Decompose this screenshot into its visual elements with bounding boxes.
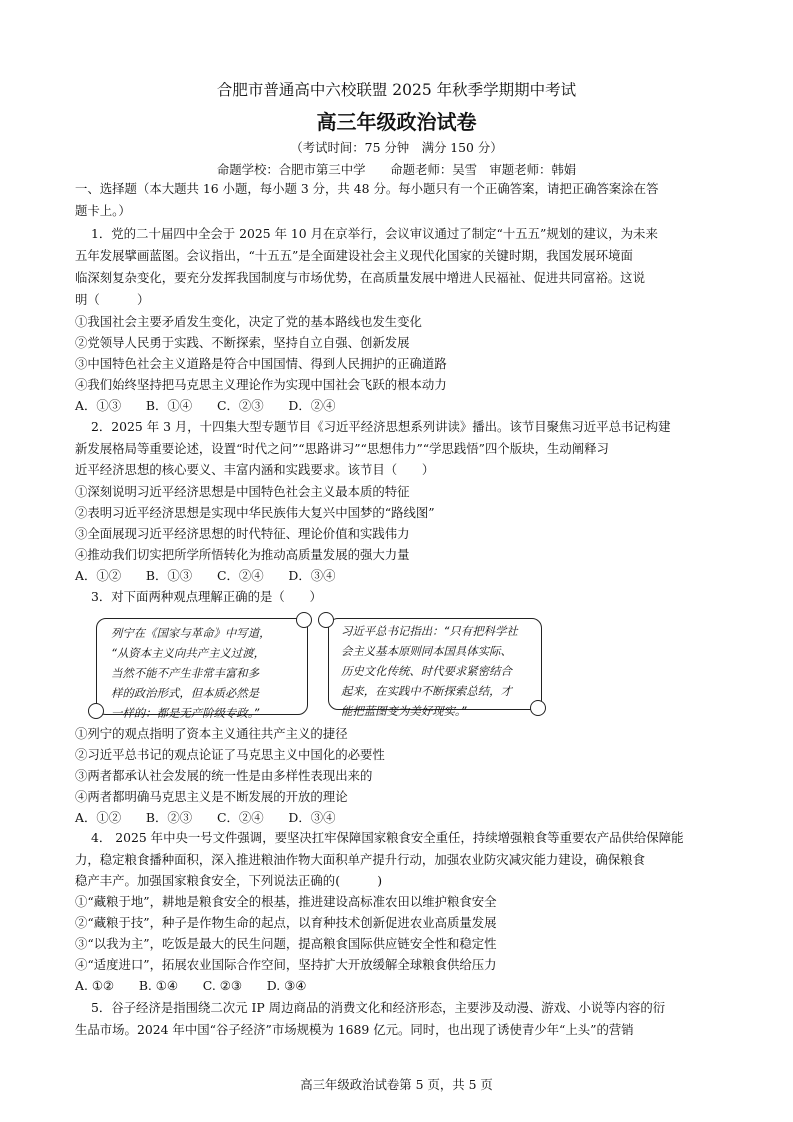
lenin-quote-box xyxy=(96,618,308,720)
question-2-option: ③全面展现习近平经济思想的时代特征、理论价值和实践伟力 xyxy=(75,526,410,541)
question-1-option: ④我们始终坚持把马克思主义理论作为实现中国社会飞跃的根本动力 xyxy=(75,377,447,392)
question-1-option: ②党领导人民勇于实践、不断探索，坚持自立自强、创新发展 xyxy=(75,335,410,350)
question-2-stem: 新发展格局等重要论述，设置“时代之问”“思路讲习”“思想伟力”“学思践悟”四个版块，生动阐释习 xyxy=(75,441,609,456)
quote-line: 会主义基本原则同本国具体实际、 xyxy=(341,644,512,658)
question-2-option: ④推动我们切实把所学所悟转化为推动高质量发展的强大力量 xyxy=(75,547,410,562)
question-2-stem: 2．2025 年 3 月，十四集大型专题节目《习近平经济思想系列讲读》播出。该节目聚焦习近平总书记构建 xyxy=(91,419,671,434)
quote-line: 历史文化传统、时代要求紧密结合 xyxy=(341,664,512,678)
question-5-stem: 生品市场。2024 年中国“谷子经济”市场规模为 1689 亿元。同时，也出现了诱使青少年“上头”的营销 xyxy=(75,1022,634,1037)
question-3-option: ①列宁的观点指明了资本主义通往共产主义的捷径 xyxy=(75,726,348,741)
question-4-option: ①“藏粮于地”，耕地是粮食安全的根基，推进建设高标准农田以维护粮食安全 xyxy=(75,894,497,909)
question-4-option: ④“适度进口”，拓展农业国际合作空间，坚持扩大开放缓解全球粮食供给压力 xyxy=(75,957,497,972)
question-2-option: ②表明习近平经济思想是实现中华民族伟大复兴中国梦的“路线图” xyxy=(75,505,435,520)
scroll-curl-icon xyxy=(318,612,334,628)
question-2-choices: A．①② B．①③ C．②④ D．③④ xyxy=(75,568,336,583)
exam-header-line: 合肥市普通高中六校联盟 2025 年秋季学期期中考试 xyxy=(216,81,577,99)
quote-line: 能把蓝图变为美好现实。” xyxy=(341,704,467,718)
question-2-option: ①深刻说明习近平经济思想是中国特色社会主义最本质的特征 xyxy=(75,484,410,499)
question-3-choices: A．①② B．②③ C．②④ D．③④ xyxy=(75,810,336,825)
quote-line: 样的政治形式，但本质必然是 xyxy=(111,686,260,700)
page-footer: 高三年级政治试卷第 5 页，共 5 页 xyxy=(300,1077,493,1092)
quote-line: 习近平总书记指出：“只有把科学社 xyxy=(341,624,518,638)
quote-line: 起来，在实践中不断探索总结，才 xyxy=(341,684,512,698)
question-3-stem: 3．对下面两种观点理解正确的是（ ） xyxy=(91,589,322,604)
question-3-option: ②习近平总书记的观点论证了马克思主义中国化的必要性 xyxy=(75,747,385,762)
question-1-stem: 明（ ） xyxy=(75,292,150,307)
question-4-stem: 4． 2025 年中央一号文件强调，要坚决扛牢保障国家粮食安全重任，持续增强粮食等重要农产品供给保障能 xyxy=(91,830,684,845)
question-3-option: ④两者都明确马克思主义是不断发展的开放的理论 xyxy=(75,789,348,804)
page-title: 高三年级政治试卷 xyxy=(316,110,477,134)
question-4-stem: 稳产丰产。加强国家粮食安全，下列说法正确的( ) xyxy=(75,873,383,888)
question-2-stem: 近平经济思想的核心要义、丰富内涵和实践要求。该节目（ ） xyxy=(75,462,435,477)
question-1-option: ①我国社会主要矛盾发生变化，决定了党的基本路线也发生变化 xyxy=(75,314,422,329)
question-1-stem: 临深刻复杂变化，要充分发挥我国制度与市场优势，在高质量发展中增进人民福祉、促进共同富裕。这说 xyxy=(75,270,645,285)
exam-time-score: （考试时间：75 分钟 满分 150 分） xyxy=(290,140,503,155)
question-1-choices: A．①③ B．①④ C．②③ D．②④ xyxy=(75,398,336,413)
question-1-stem: 1．党的二十届四中全会于 2025 年 10 月在京举行，会议审议通过了制定“十五五”规划的建议，为未来 xyxy=(91,226,658,241)
question-4-option: ②“藏粮于技”，种子是作物生命的起点，以育种技术创新促进农业高质量发展 xyxy=(75,915,497,930)
quote-line: 一样的：都是无产阶级专政。” xyxy=(111,706,260,720)
question-4-choices: A. ①② B. ①④ C. ②③ D. ③④ xyxy=(75,978,307,993)
question-1-stem: 五年发展擘画蓝图。会议指出，“十五五”是全面建设社会主义现代化国家的关键时期，我国发展环境面 xyxy=(75,248,633,263)
quote-line: 列宁在《国家与革命》中写道， xyxy=(111,626,271,640)
quote-line: 当然不能不产生非常丰富和多 xyxy=(111,666,260,680)
question-3-option: ③两者都承认社会发展的统一性是由多样性表现出来的 xyxy=(75,768,373,783)
question-4-stem: 力，稳定粮食播种面积，深入推进粮油作物大面积单产提升行动，加强农业防灾减灾能力建设，确保粮食 xyxy=(75,852,645,867)
question-5-stem: 5．谷子经济是指围绕二次元 IP 周边商品的消费文化和经济形态，主要涉及动漫、游戏、小说等内容的衍 xyxy=(91,1000,666,1015)
xi-quote-box xyxy=(328,618,542,718)
scroll-curl-icon xyxy=(530,700,546,716)
exam-staff: 命题学校：合肥市第三中学 命题老师：吴雪 审题老师：韩娟 xyxy=(216,162,577,177)
section-instruction: 一、选择题（本大题共 16 小题，每小题 3 分，共 48 分。每小题只有一个正确答案，请把正确答案涂在答 xyxy=(75,181,659,196)
scroll-curl-icon xyxy=(88,703,104,719)
question-4-option: ③“以我为主”，吃饭是最大的民生问题，提高粮食国际供应链安全性和稳定性 xyxy=(75,936,497,951)
section-instruction: 题卡上。） xyxy=(75,203,131,218)
scroll-curl-icon xyxy=(296,612,312,628)
question-1-option: ③中国特色社会主义道路是符合中国国情、得到人民拥护的正确道路 xyxy=(75,356,447,371)
quote-line: “从资本主义向共产主义过渡， xyxy=(111,646,265,660)
